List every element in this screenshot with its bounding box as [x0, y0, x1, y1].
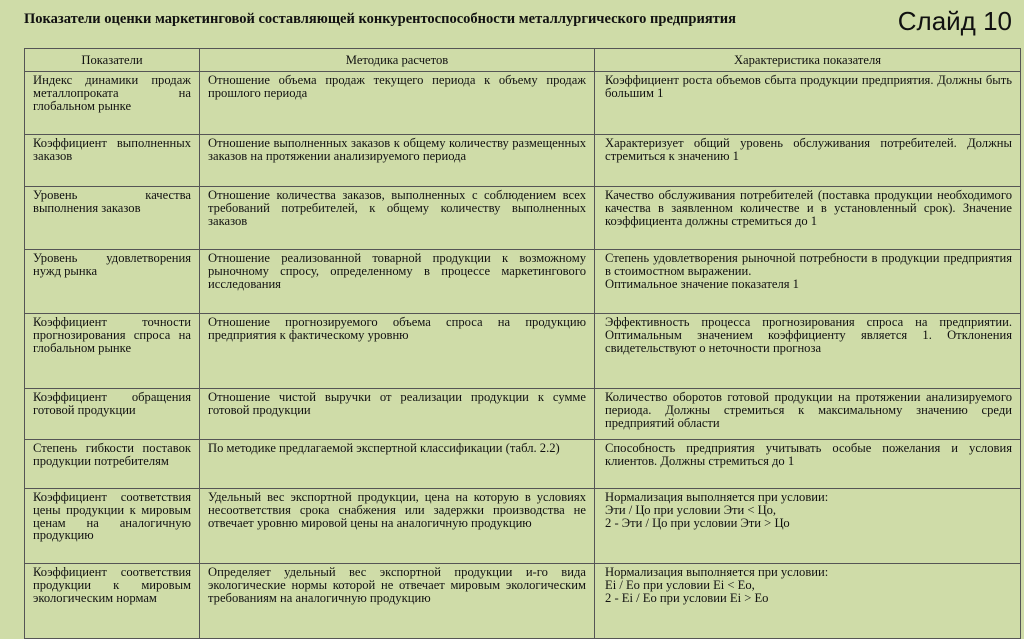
table-row — [25, 389, 1021, 440]
method-cell: Отношение выполненных заказов к общему количеству размещенных заказов на протяжении анализируемого периода — [200, 135, 595, 187]
table-row — [25, 489, 1021, 564]
table-row — [25, 440, 1021, 489]
method-cell: Отношение прогнозируемого объема спроса на продукцию предприятия к фактическому уровню — [200, 314, 595, 389]
characteristic-line: Эти / Цо при условии Эти < Цо, — [605, 502, 777, 517]
characteristic-cell — [595, 314, 1021, 389]
method-cell: Отношение объема продаж текущего периода к объему продаж прошлого периода — [200, 72, 595, 135]
characteristic-line: Оптимальное значение показателя 1 — [605, 276, 799, 291]
characteristic-line: Характеризует общий уровень обслуживания потребителей. Должны стремиться к значению 1 — [605, 136, 1012, 163]
header-characteristic: Характеристика показателя — [595, 49, 1021, 72]
characteristic-cell — [595, 489, 1021, 564]
method-cell: Отношение реализованной товарной продукции к возможному рыночному спросу, определенному в процессе маркетингового исследования — [200, 250, 595, 314]
table-row — [25, 250, 1021, 314]
indicator-cell: Коэффициент обращения готовой продукции — [25, 389, 200, 440]
characteristic-line: Способность предприятия учитывать особые пожелания и условия клиентов. Должны стремиться до 1 — [605, 441, 1012, 468]
indicator-cell: Коэффициент точности прогнозирования спроса на глобальном рынке — [25, 314, 200, 389]
table-row — [25, 314, 1021, 389]
characteristic-line: Нормализация выполняется при условии: — [605, 490, 829, 504]
indicator-cell: Уровень качества выполнения заказов — [25, 187, 200, 250]
characteristic-cell — [595, 440, 1021, 489]
indicator-cell: Уровень удовлетворения нужд рынка — [25, 250, 200, 314]
header-method: Методика расчетов — [200, 49, 595, 72]
method-cell: Отношение количества заказов, выполненных с соблюдением всех требований потребителей, к общему количеству выполненных заказов — [200, 187, 595, 250]
characteristic-cell — [595, 389, 1021, 440]
indicator-cell: Коэффициент соответствия продукции к мировым экологическим нормам — [25, 564, 200, 639]
slide-title: Показатели оценки маркетинговой составляющей конкурентоспособности металлургического предприятия — [24, 11, 736, 27]
header-indicators: Показатели — [25, 49, 200, 72]
characteristic-line: Степень удовлетворения рыночной потребности в продукции предприятия в стоимостном выражении. — [605, 251, 1012, 278]
slide-number: Слайд 10 — [897, 6, 1012, 36]
characteristic-line: Еі / Ео при условии Еі < Ео, — [605, 577, 755, 592]
characteristic-cell — [595, 72, 1021, 135]
method-cell: По методике предлагаемой экспертной классификации (табл. 2.2) — [200, 440, 595, 489]
indicator-cell: Степень гибкости поставок продукции потребителям — [25, 440, 200, 489]
characteristic-line: 2 - Эти / Цо при условии Эти > Цо — [605, 515, 790, 530]
indicator-cell: Индекс динамики продаж металлопроката на глобальном рынке — [25, 72, 200, 135]
indicator-cell: Коэффициент выполненных заказов — [25, 135, 200, 187]
characteristic-line: 2 - Еі / Ео при условии Еі > Ео — [605, 590, 769, 605]
indicator-cell: Коэффициент соответствия цены продукции к мировым ценам на аналогичную продукцию — [25, 489, 200, 564]
characteristic-line: Качество обслуживания потребителей (поставка продукции необходимого качества в заявленном количестве и в установленный срок). Значение коэффициента должны стремиться до 1 — [605, 188, 1012, 228]
characteristic-cell — [595, 250, 1021, 314]
method-cell: Удельный вес экспортной продукции, цена на которую в условиях несоответствия срока снабжения или задержки производства не отвечает уровню мировой цены на аналогичную продукцию — [200, 489, 595, 564]
table-row — [25, 72, 1021, 135]
table-row — [25, 564, 1021, 639]
method-cell: Отношение чистой выручки от реализации продукции к сумме готовой продукции — [200, 389, 595, 440]
table-row — [25, 135, 1021, 187]
characteristic-line: Нормализация выполняется при условии: — [605, 565, 829, 579]
method-cell: Определяет удельный вес экспортной продукции и-го вида экологические нормы которой не отвечает мировым экологическим требованиям на аналогичную продукцию — [200, 564, 595, 639]
table-header-row — [25, 49, 1021, 72]
characteristic-cell — [595, 187, 1021, 250]
characteristic-cell — [595, 135, 1021, 187]
table-row — [25, 187, 1021, 250]
characteristic-line: Эффективность процесса прогнозирования спроса на предприятии. Оптимальным значением коэффициенту является 1. Отклонения свидетельствуют о неточности прогноза — [605, 315, 1012, 355]
characteristic-line: Количество оборотов готовой продукции на протяжении анализируемого периода. Должны стремиться к максимальному значению среди предприятий области — [605, 390, 1012, 430]
characteristic-cell — [595, 564, 1021, 639]
indicators-table — [24, 48, 1021, 639]
characteristic-line: Коэффициент роста объемов сбыта продукции предприятия. Должны быть большим 1 — [605, 73, 1012, 100]
